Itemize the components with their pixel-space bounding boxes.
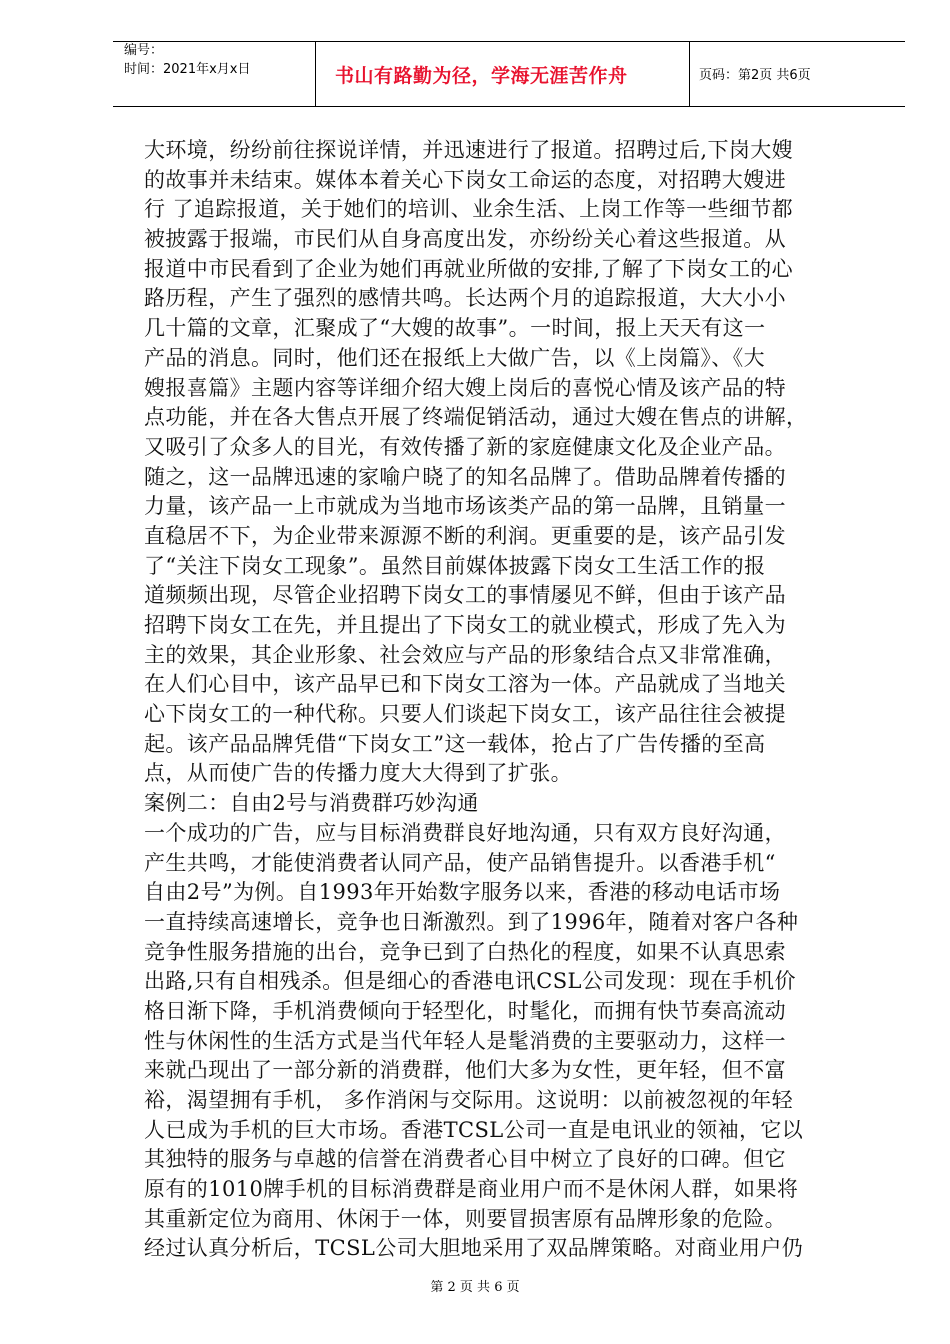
body-line: 点功能，并在各大售点开展了终端促销活动，通过大嫂在售点的讲解，	[144, 405, 808, 430]
body-line: 经过认真分析后，TCSL公司大胆地采用了双品牌策略。对商业用户仍	[144, 1236, 804, 1261]
body-line: 几十篇的文章，汇聚成了“大嫂的故事”。一时间，报上天天有这一	[144, 316, 766, 341]
body-line: 产品的消息。同时，他们还在报纸上大做广告，以《上岗篇》、《大	[144, 345, 765, 370]
body-line: 原有的1010牌手机的目标消费群是商业用户而不是休闲人群，如果将	[144, 1177, 799, 1202]
body-line: 行 了追踪报道，关于她们的培训、业余生活、上岗工作等一些细节都	[144, 197, 794, 222]
body-line: 来就凸现出了一部分新的消费群，他们大多为女性，更年轻，但不富	[144, 1058, 786, 1083]
body-line: 道频频出现，尽管企业招聘下岗女工的事情屡见不鲜，但由于该产品	[144, 583, 786, 608]
body-line: 格日渐下降，手机消费倾向于轻型化，时髦化，而拥有快节奏高流动	[144, 998, 786, 1023]
footer-page-number: 第 2 页 共 6 页	[430, 1280, 520, 1295]
body-line: 主的效果，其企业形象、社会效应与产品的形象结合点又非常准确，	[144, 642, 786, 667]
body-line: 随之，这一品牌迅速的家喻户晓了的知名品牌了。借助品牌着传播的	[144, 464, 786, 489]
body-line: 力量，该产品一上市就成为当地市场该类产品的第一品牌，且销量一	[144, 494, 786, 519]
body-line: 一个成功的广告，应与目标消费群良好地沟通，只有双方良好沟通，	[144, 820, 786, 845]
body-line: 案例二：自由2号与消费群巧妙沟通	[144, 791, 479, 816]
body-line: 产生共鸣，才能使消费者认同产品，使产品销售提升。以香港手机“	[144, 850, 776, 875]
body-line: 又吸引了众多人的目光，有效传播了新的家庭健康文化及企业产品。	[144, 434, 786, 459]
body-line: 了“关注下岗女工现象”。虽然目前媒体披露下岗女工生活工作的报	[144, 553, 766, 578]
body-line: 被披露于报端，市民们从自身高度出发，亦纷纷关心着这些报道。从	[144, 227, 786, 252]
header-motto: 书山有路勤为径，学海无涯苦作舟	[335, 65, 628, 87]
body-line: 招聘下岗女工在先，并且提出了下岗女工的就业模式，形成了先入为	[144, 613, 786, 637]
document-number-label: 编号：	[124, 43, 164, 58]
body-line: 心下岗女工的一种代称。只要人们谈起下岗女工，该产品往往会被提	[144, 702, 786, 727]
header-bottom-rule	[113, 106, 905, 107]
body-line: 起。该产品品牌凭借“下岗女工”这一载体，抢占了广告传播的至高	[144, 731, 766, 756]
body-line: 嫂报喜篇》主题内容等详细介绍大嫂上岗后的喜悦心情及该产品的特	[144, 375, 786, 400]
body-line: 裕，渴望拥有手机， 多作消闲与交际用。这说明：以前被忽视的年轻	[144, 1088, 794, 1112]
body-line: 性与休闲性的生活方式是当代年轻人是髦消费的主要驱动力，这样一	[144, 1028, 786, 1053]
body-line: 的故事并未结束。媒体本着关心下岗女工命运的态度，对招聘大嫂进	[144, 167, 786, 192]
body-line: 路历程，产生了强烈的感情共鸣。长达两个月的追踪报道，大大小小	[144, 286, 786, 311]
document-body	[144, 136, 884, 1264]
body-line: 出路,只有自相残杀。但是细心的香港电讯CSL公司发现：现在手机价	[144, 969, 796, 994]
body-line: 人已成为手机的巨大市场。香港TCSL公司一直是电讯业的领袖，它以	[144, 1117, 804, 1142]
body-line: 其重新定位为商用、休闲于一体，则要冒损害原有品牌形象的危险。	[144, 1206, 786, 1231]
header-page-info: 页码：第2页 共6页	[699, 68, 811, 83]
body-line: 大环境，纷纷前往探说详情，并迅速进行了报道。招聘过后,下岗大嫂	[144, 138, 794, 162]
body-line: 在人们心目中，该产品早已和下岗女工溶为一体。产品就成了当地关	[144, 672, 786, 697]
body-line: 竞争性服务措施的出台，竞争已到了白热化的程度，如果不认真思索	[144, 939, 786, 964]
body-line: 其独特的服务与卓越的信誉在消费者心目中树立了良好的口碑。但它	[144, 1147, 786, 1172]
body-line: 报道中市民看到了企业为她们再就业所做的安排,了解了下岗女工的心	[144, 256, 794, 281]
document-time-label: 时间：2021年x月x日	[124, 62, 251, 77]
body-line: 一直持续高速增长，竞争也日渐激烈。到了1996年，随着对客户各种	[144, 909, 799, 934]
header-top-rule	[113, 41, 905, 42]
body-line: 自由2号”为例。自1993年开始数字服务以来，香港的移动电话市场	[144, 880, 781, 905]
header-divider-right	[689, 41, 690, 106]
body-line: 直稳居不下，为企业带来源源不断的利润。更重要的是，该产品引发	[144, 523, 786, 548]
header-divider-left	[315, 41, 316, 106]
body-line: 点，从而使广告的传播力度大大得到了扩张。	[144, 761, 572, 786]
